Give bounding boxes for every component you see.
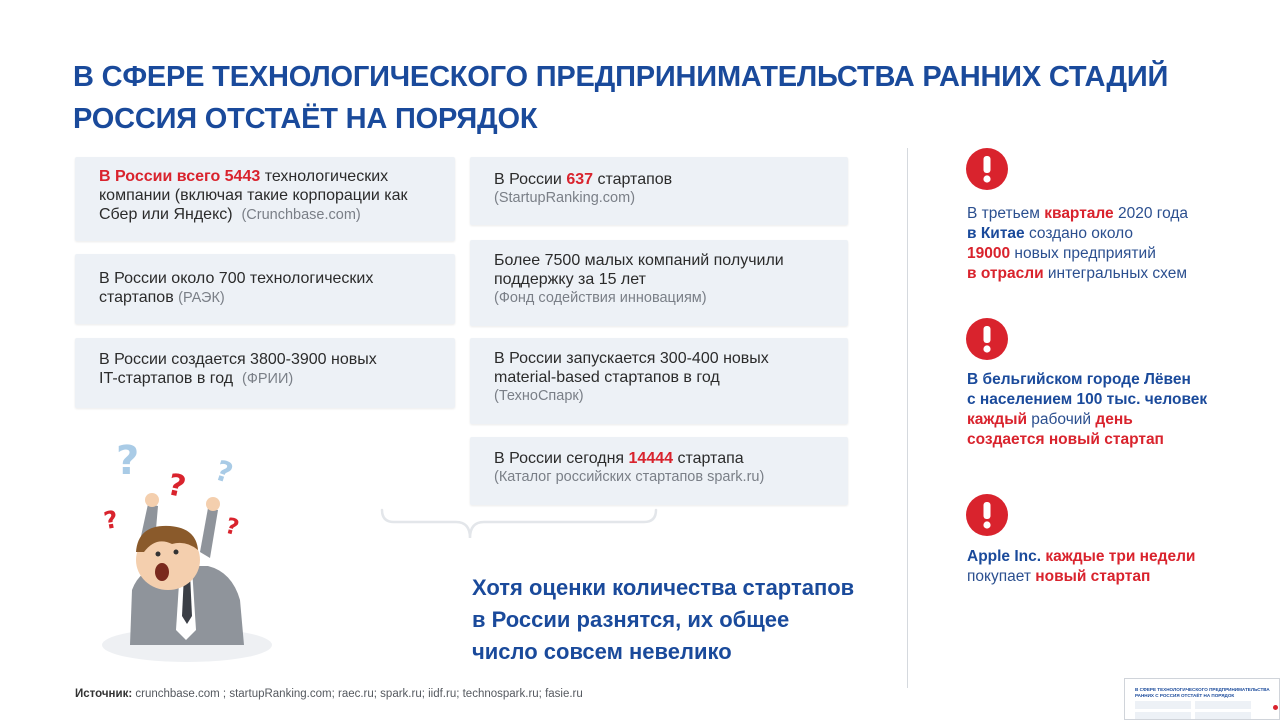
question-mark-icon: ?	[116, 440, 140, 484]
thumbnail-title: В СФЕРЕ ТЕХНОЛОГИЧЕСКОГО ПРЕДПРИНИМАТЕЛЬСТВА РАННИХ С РОССИЯ ОТСТАЁТ НА ПОРЯДОК	[1135, 687, 1270, 698]
question-mark-icon: ?	[101, 505, 121, 536]
slide-title	[73, 56, 1193, 140]
slide-thumbnail[interactable]	[1124, 678, 1280, 720]
highlight-text: В России всего 5443	[99, 168, 261, 185]
card-text: стартапа	[673, 450, 744, 467]
left-hand	[145, 493, 159, 507]
card-text: В России создается 3800-3900 новых	[99, 351, 377, 368]
fact-highlight: новый стартап	[1035, 568, 1151, 585]
fact-text: покупает	[967, 568, 1036, 585]
stat-card-tech-companies	[75, 157, 455, 241]
fact-highlight: квартале	[1044, 205, 1114, 222]
card-text: В России запускается 300-400 новых	[494, 350, 769, 367]
stat-card-startupranking	[470, 157, 848, 225]
thumbnail-card	[1195, 701, 1251, 709]
exclamation-icon	[966, 148, 1008, 190]
fact-highlight: в отрасли	[967, 265, 1044, 282]
conclusion-line: Хотя оценки количества стартапов	[472, 575, 855, 600]
fact-bold: В бельгийском городе Лёвен	[967, 371, 1191, 388]
stat-card-spark	[470, 437, 848, 505]
question-mark-icon: ?	[211, 453, 237, 491]
conclusion-line: число совсем невелико	[472, 639, 732, 664]
card-source: (StartupRanking.com)	[494, 190, 636, 206]
right-hand	[206, 497, 220, 511]
fact-highlight: каждый	[967, 411, 1027, 428]
card-text: В России	[494, 171, 567, 188]
card-source: (ТехноСпарк)	[494, 388, 584, 404]
fact-apple	[967, 547, 1227, 587]
fact-bold: в Китае	[967, 225, 1025, 242]
slide-title-line-2: РОССИЯ ОТСТАЁТ НА ПОРЯДОК	[73, 103, 538, 135]
card-text: компании (включая такие корпорации как	[99, 187, 408, 204]
fact-text: 2020 года	[1113, 205, 1189, 222]
right-arm	[200, 508, 218, 558]
fact-highlight: создается новый стартап	[967, 431, 1164, 448]
source-label: Источник:	[75, 688, 133, 700]
card-source: (РАЭК)	[178, 290, 225, 306]
slide-title-line-1: В СФЕРЕ ТЕХНОЛОГИЧЕСКОГО ПРЕДПРИНИМАТЕЛЬСТВА РАННИХ СТАДИЙ	[73, 61, 1169, 93]
conclusion-line: в России разнятся, их общее	[472, 607, 790, 632]
card-text: Более 7500 малых компаний получили	[494, 252, 784, 269]
fact-highlight: день	[1095, 411, 1133, 428]
stat-card-technospark	[470, 338, 848, 424]
fact-text: создано около	[1024, 225, 1133, 242]
exclamation-icon	[966, 494, 1008, 536]
card-text: Сбер или Яндекс)	[99, 206, 233, 223]
card-text: поддержку за 15 лет	[494, 271, 646, 288]
fact-text: новых предприятий	[1010, 245, 1156, 262]
stat-card-frii	[75, 338, 455, 408]
fact-bold: Apple Inc.	[967, 548, 1042, 565]
fact-highlight: каждые три недели	[1041, 548, 1196, 565]
confused-person-illustration	[92, 440, 282, 665]
open-mouth	[155, 563, 169, 581]
curly-brace-icon	[380, 508, 660, 548]
exclamation-icon	[966, 318, 1008, 360]
fact-highlight: 19000	[967, 245, 1011, 262]
card-source: (Crunchbase.com)	[241, 207, 361, 223]
card-text: В России около 700 технологических	[99, 270, 374, 287]
vertical-divider	[907, 148, 908, 688]
fact-leuven	[967, 370, 1227, 450]
card-text: В России сегодня	[494, 450, 629, 467]
thumbnail-card	[1135, 701, 1191, 709]
card-source: (Фонд содействия инновациям)	[494, 290, 707, 306]
thumbnail-alert-dot	[1273, 705, 1278, 710]
fact-text: интегральных схем	[1043, 265, 1188, 282]
card-text: material-based стартапов в год	[494, 369, 720, 386]
thumbnail-card	[1135, 712, 1191, 720]
highlight-text: 637	[566, 171, 594, 188]
stat-card-fasie	[470, 240, 848, 326]
fact-text: В третьем	[967, 205, 1045, 222]
fact-bold: с населением 100 тыс. человек	[967, 391, 1208, 408]
highlight-text: 14444	[628, 450, 674, 467]
card-text: IT-стартапов в год	[99, 370, 234, 387]
thumbnail-card	[1195, 712, 1251, 720]
card-text: стартапов	[99, 289, 174, 306]
left-eye	[156, 552, 161, 557]
card-text: стартапов	[593, 171, 673, 188]
conclusion-text	[472, 572, 912, 668]
card-source: (ФРИИ)	[242, 371, 294, 387]
fact-text: рабочий	[1026, 411, 1096, 428]
source-text: crunchbase.com ; startupRanking.com; raec.ru; spark.ru; iidf.ru; technospark.ru; fasie.ru	[132, 688, 583, 700]
fact-china	[967, 204, 1227, 284]
question-mark-icon: ?	[222, 513, 242, 542]
card-text: технологических	[260, 168, 389, 185]
right-eye	[174, 550, 179, 555]
card-source: (Каталог российских стартапов spark.ru)	[494, 469, 765, 485]
source-footnote	[75, 688, 583, 700]
stat-card-raek	[75, 254, 455, 324]
question-mark-icon: ?	[164, 467, 189, 506]
